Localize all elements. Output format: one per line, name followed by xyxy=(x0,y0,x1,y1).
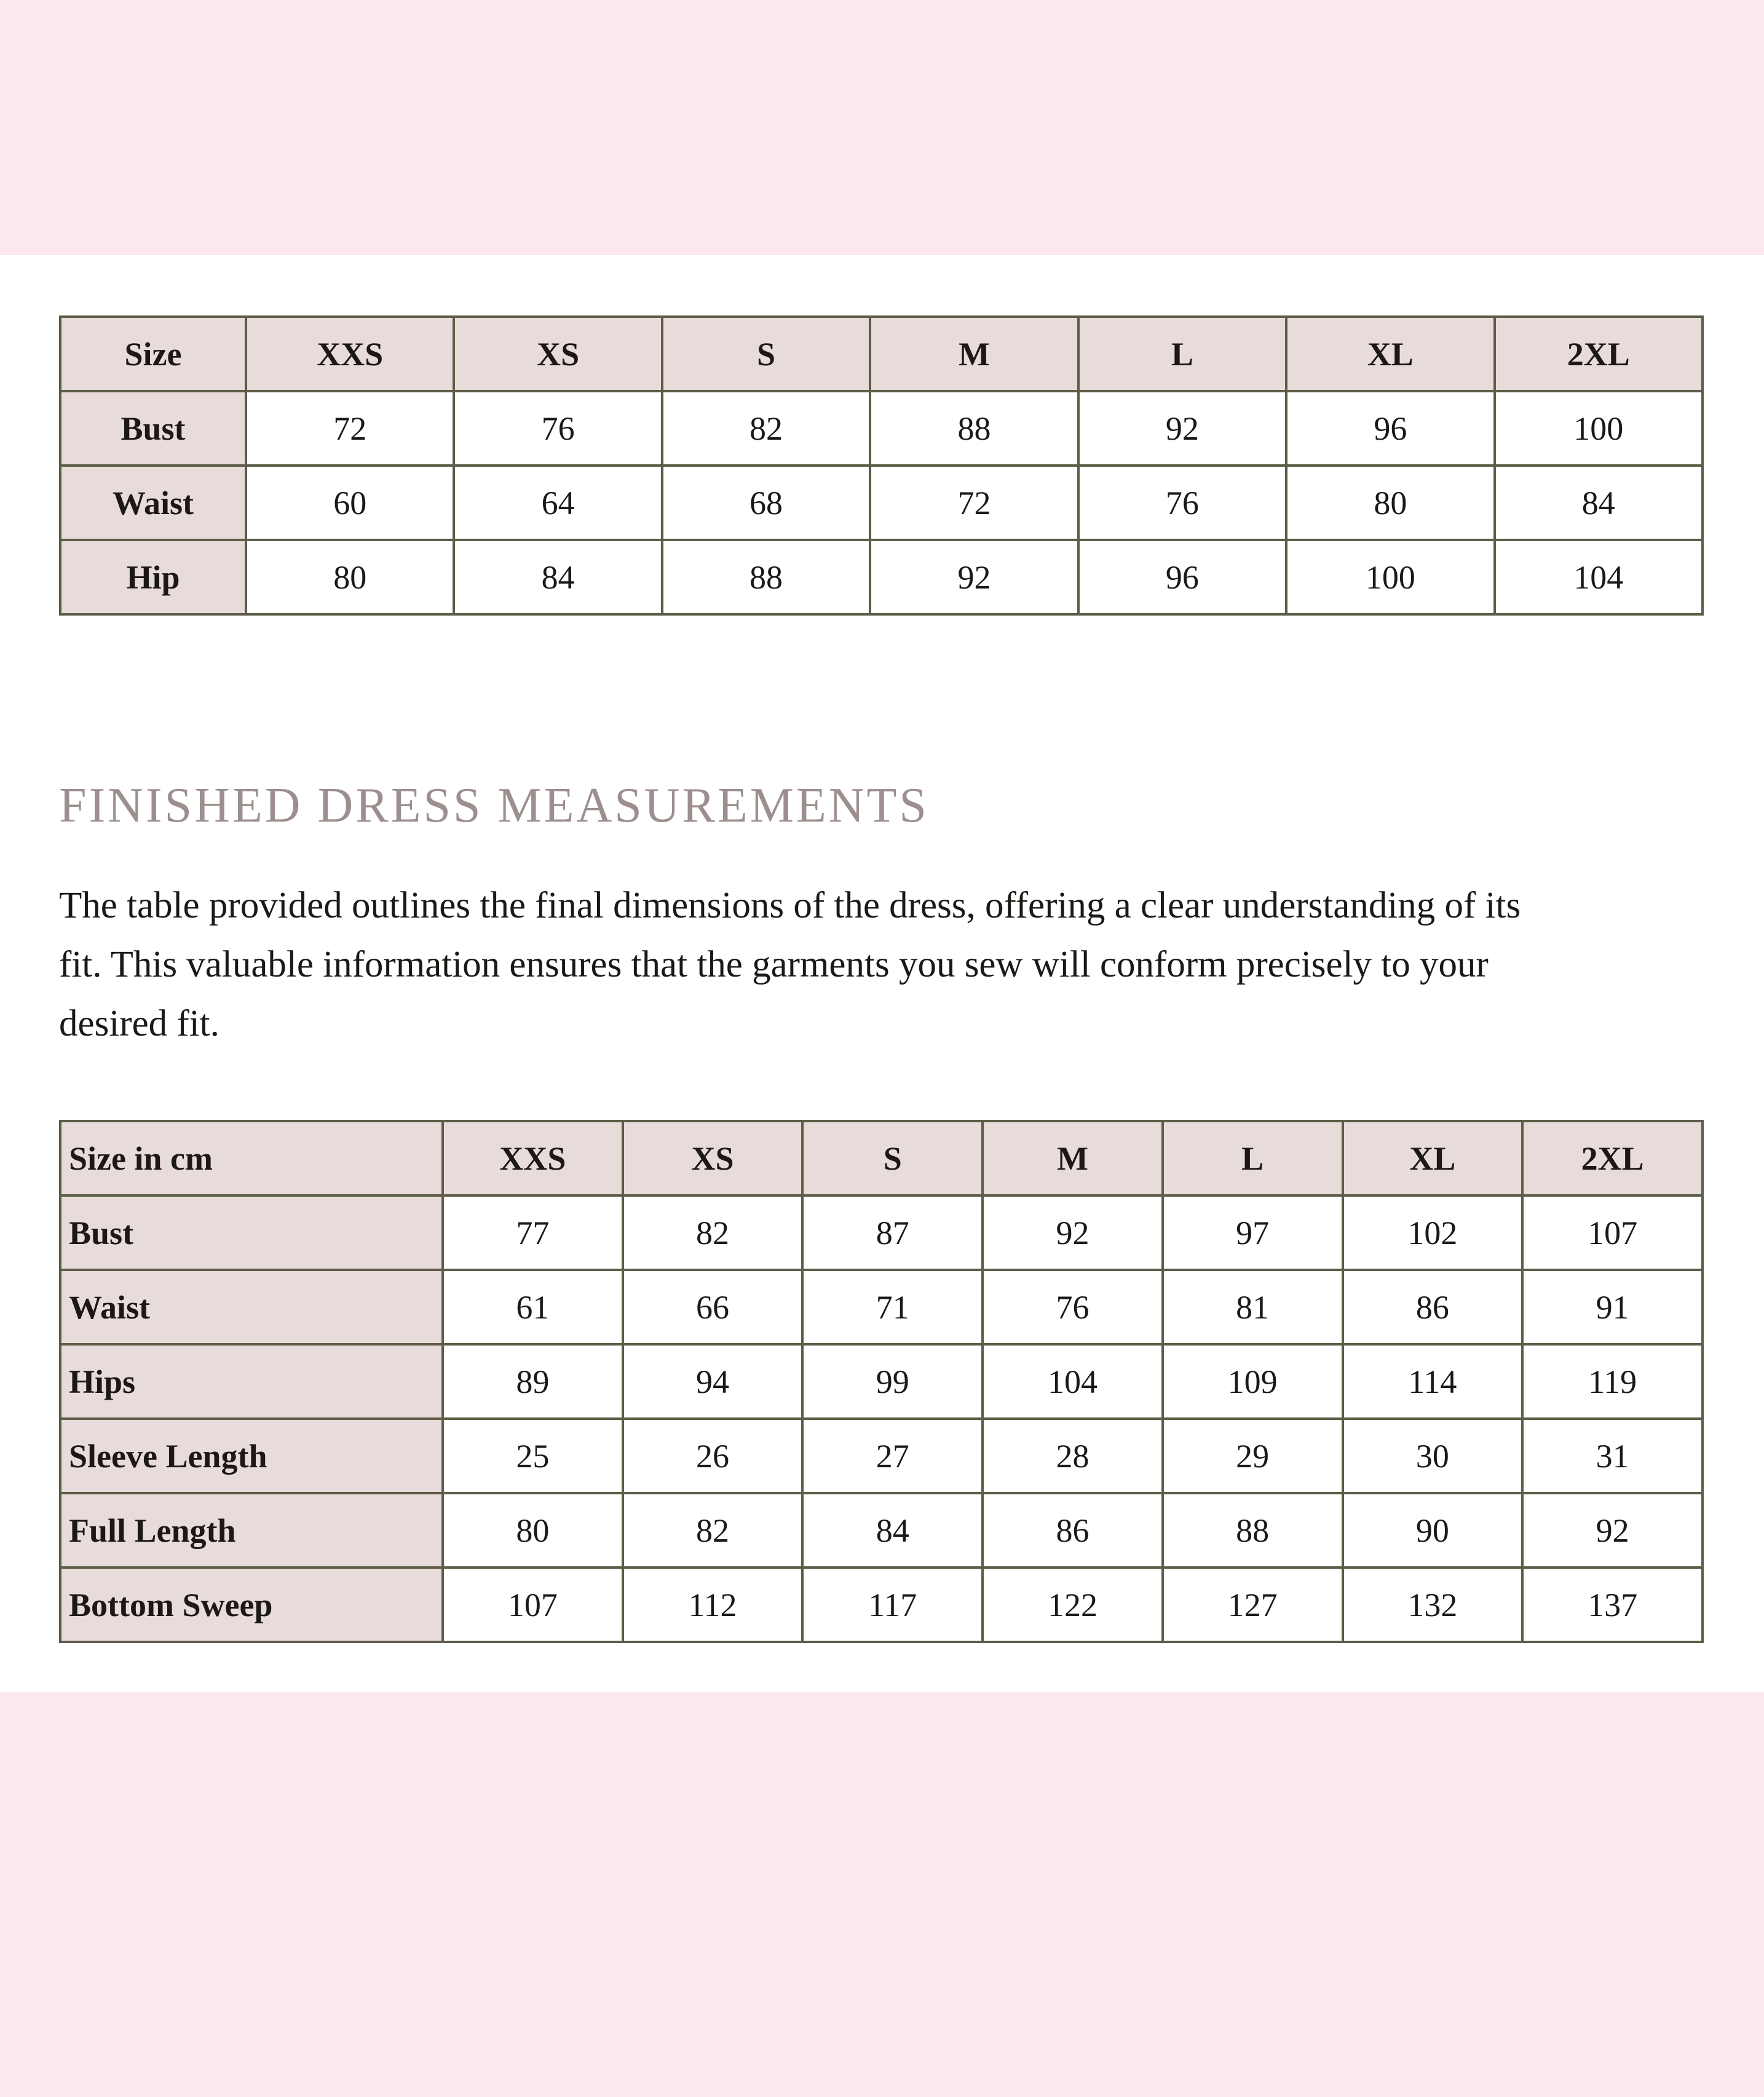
value-cell: 92 xyxy=(983,1195,1163,1270)
value-cell: 88 xyxy=(870,391,1078,466)
value-cell: 102 xyxy=(1343,1195,1523,1270)
size-header-cell: XL xyxy=(1286,317,1494,391)
corner-header-cell: Size xyxy=(60,317,246,391)
size-header-cell: XS xyxy=(623,1121,803,1195)
table-row xyxy=(60,1568,1703,1642)
size-header-cell: 2XL xyxy=(1522,1121,1703,1195)
table-row xyxy=(60,1419,1703,1493)
value-cell: 137 xyxy=(1522,1568,1703,1642)
row-label-cell: Sleeve Length xyxy=(60,1419,443,1493)
row-label-cell: Waist xyxy=(60,466,246,540)
value-cell: 90 xyxy=(1343,1493,1523,1568)
value-cell: 100 xyxy=(1495,391,1703,466)
bottom-pink-band xyxy=(0,1692,1764,2097)
table-row xyxy=(60,1195,1703,1270)
size-header-cell: M xyxy=(983,1121,1163,1195)
row-label-cell: Bust xyxy=(60,1195,443,1270)
table-row xyxy=(60,540,1703,614)
size-header-cell: XL xyxy=(1343,1121,1523,1195)
value-cell: 26 xyxy=(623,1419,803,1493)
row-label-cell: Waist xyxy=(60,1270,443,1344)
value-cell: 92 xyxy=(1522,1493,1703,1568)
value-cell: 107 xyxy=(443,1568,623,1642)
size-header-cell: XS xyxy=(454,317,662,391)
value-cell: 77 xyxy=(443,1195,623,1270)
value-cell: 82 xyxy=(662,391,870,466)
top-pink-band xyxy=(0,0,1764,255)
value-cell: 80 xyxy=(1286,466,1494,540)
value-cell: 82 xyxy=(623,1493,803,1568)
value-cell: 61 xyxy=(443,1270,623,1344)
row-label-cell: Hips xyxy=(60,1344,443,1419)
value-cell: 91 xyxy=(1522,1270,1703,1344)
value-cell: 109 xyxy=(1163,1344,1343,1419)
corner-header-cell: Size in cm xyxy=(60,1121,443,1195)
value-cell: 104 xyxy=(1495,540,1703,614)
value-cell: 89 xyxy=(443,1344,623,1419)
value-cell: 80 xyxy=(246,540,454,614)
size-header-cell: S xyxy=(662,317,870,391)
size-header-cell: XXS xyxy=(246,317,454,391)
size-header-cell: 2XL xyxy=(1495,317,1703,391)
value-cell: 71 xyxy=(802,1270,983,1344)
value-cell: 76 xyxy=(454,391,662,466)
value-cell: 28 xyxy=(983,1419,1163,1493)
table-row xyxy=(60,466,1703,540)
intro-line: The table provided outlines the final dimensions of the dress, offering a clear understanding of its xyxy=(59,885,1521,926)
value-cell: 132 xyxy=(1343,1568,1523,1642)
header-row xyxy=(60,317,1703,391)
value-cell: 119 xyxy=(1522,1344,1703,1419)
size-header-cell: M xyxy=(870,317,1078,391)
value-cell: 81 xyxy=(1163,1270,1343,1344)
value-cell: 114 xyxy=(1343,1344,1523,1419)
value-cell: 94 xyxy=(623,1344,803,1419)
value-cell: 25 xyxy=(443,1419,623,1493)
size-header-cell: L xyxy=(1078,317,1286,391)
table-row xyxy=(60,1493,1703,1568)
value-cell: 96 xyxy=(1078,540,1286,614)
row-label-cell: Bottom Sweep xyxy=(60,1568,443,1642)
size-header-cell: S xyxy=(802,1121,983,1195)
value-cell: 122 xyxy=(983,1568,1163,1642)
value-cell: 84 xyxy=(454,540,662,614)
intro-paragraph xyxy=(59,876,1670,1053)
value-cell: 68 xyxy=(662,466,870,540)
section-title: FINISHED DRESS MEASUREMENTS xyxy=(59,779,929,833)
table-row xyxy=(60,391,1703,466)
value-cell: 66 xyxy=(623,1270,803,1344)
value-cell: 72 xyxy=(870,466,1078,540)
value-cell: 127 xyxy=(1163,1568,1343,1642)
value-cell: 76 xyxy=(1078,466,1286,540)
value-cell: 112 xyxy=(623,1568,803,1642)
value-cell: 86 xyxy=(1343,1270,1523,1344)
value-cell: 30 xyxy=(1343,1419,1523,1493)
value-cell: 86 xyxy=(983,1493,1163,1568)
value-cell: 84 xyxy=(1495,466,1703,540)
value-cell: 96 xyxy=(1286,391,1494,466)
value-cell: 76 xyxy=(983,1270,1163,1344)
value-cell: 72 xyxy=(246,391,454,466)
value-cell: 88 xyxy=(662,540,870,614)
header-row xyxy=(60,1121,1703,1195)
value-cell: 99 xyxy=(802,1344,983,1419)
value-cell: 82 xyxy=(623,1195,803,1270)
size-header-cell: XXS xyxy=(443,1121,623,1195)
value-cell: 84 xyxy=(802,1493,983,1568)
value-cell: 60 xyxy=(246,466,454,540)
value-cell: 87 xyxy=(802,1195,983,1270)
value-cell: 29 xyxy=(1163,1419,1343,1493)
value-cell: 117 xyxy=(802,1568,983,1642)
table-row xyxy=(60,1344,1703,1419)
size-header-cell: L xyxy=(1163,1121,1343,1195)
finished-measurements-table xyxy=(59,1120,1704,1643)
value-cell: 64 xyxy=(454,466,662,540)
value-cell: 27 xyxy=(802,1419,983,1493)
value-cell: 92 xyxy=(870,540,1078,614)
table-row xyxy=(60,1270,1703,1344)
value-cell: 97 xyxy=(1163,1195,1343,1270)
row-label-cell: Full Length xyxy=(60,1493,443,1568)
row-label-cell: Bust xyxy=(60,391,246,466)
body-measurements-table xyxy=(59,315,1704,616)
row-label-cell: Hip xyxy=(60,540,246,614)
value-cell: 88 xyxy=(1163,1493,1343,1568)
value-cell: 92 xyxy=(1078,391,1286,466)
intro-line: fit. This valuable information ensures that the garments you sew will conform precisely to your xyxy=(59,944,1489,985)
value-cell: 104 xyxy=(983,1344,1163,1419)
value-cell: 80 xyxy=(443,1493,623,1568)
intro-line: desired fit. xyxy=(59,1003,220,1044)
value-cell: 31 xyxy=(1522,1419,1703,1493)
value-cell: 100 xyxy=(1286,540,1494,614)
value-cell: 107 xyxy=(1522,1195,1703,1270)
